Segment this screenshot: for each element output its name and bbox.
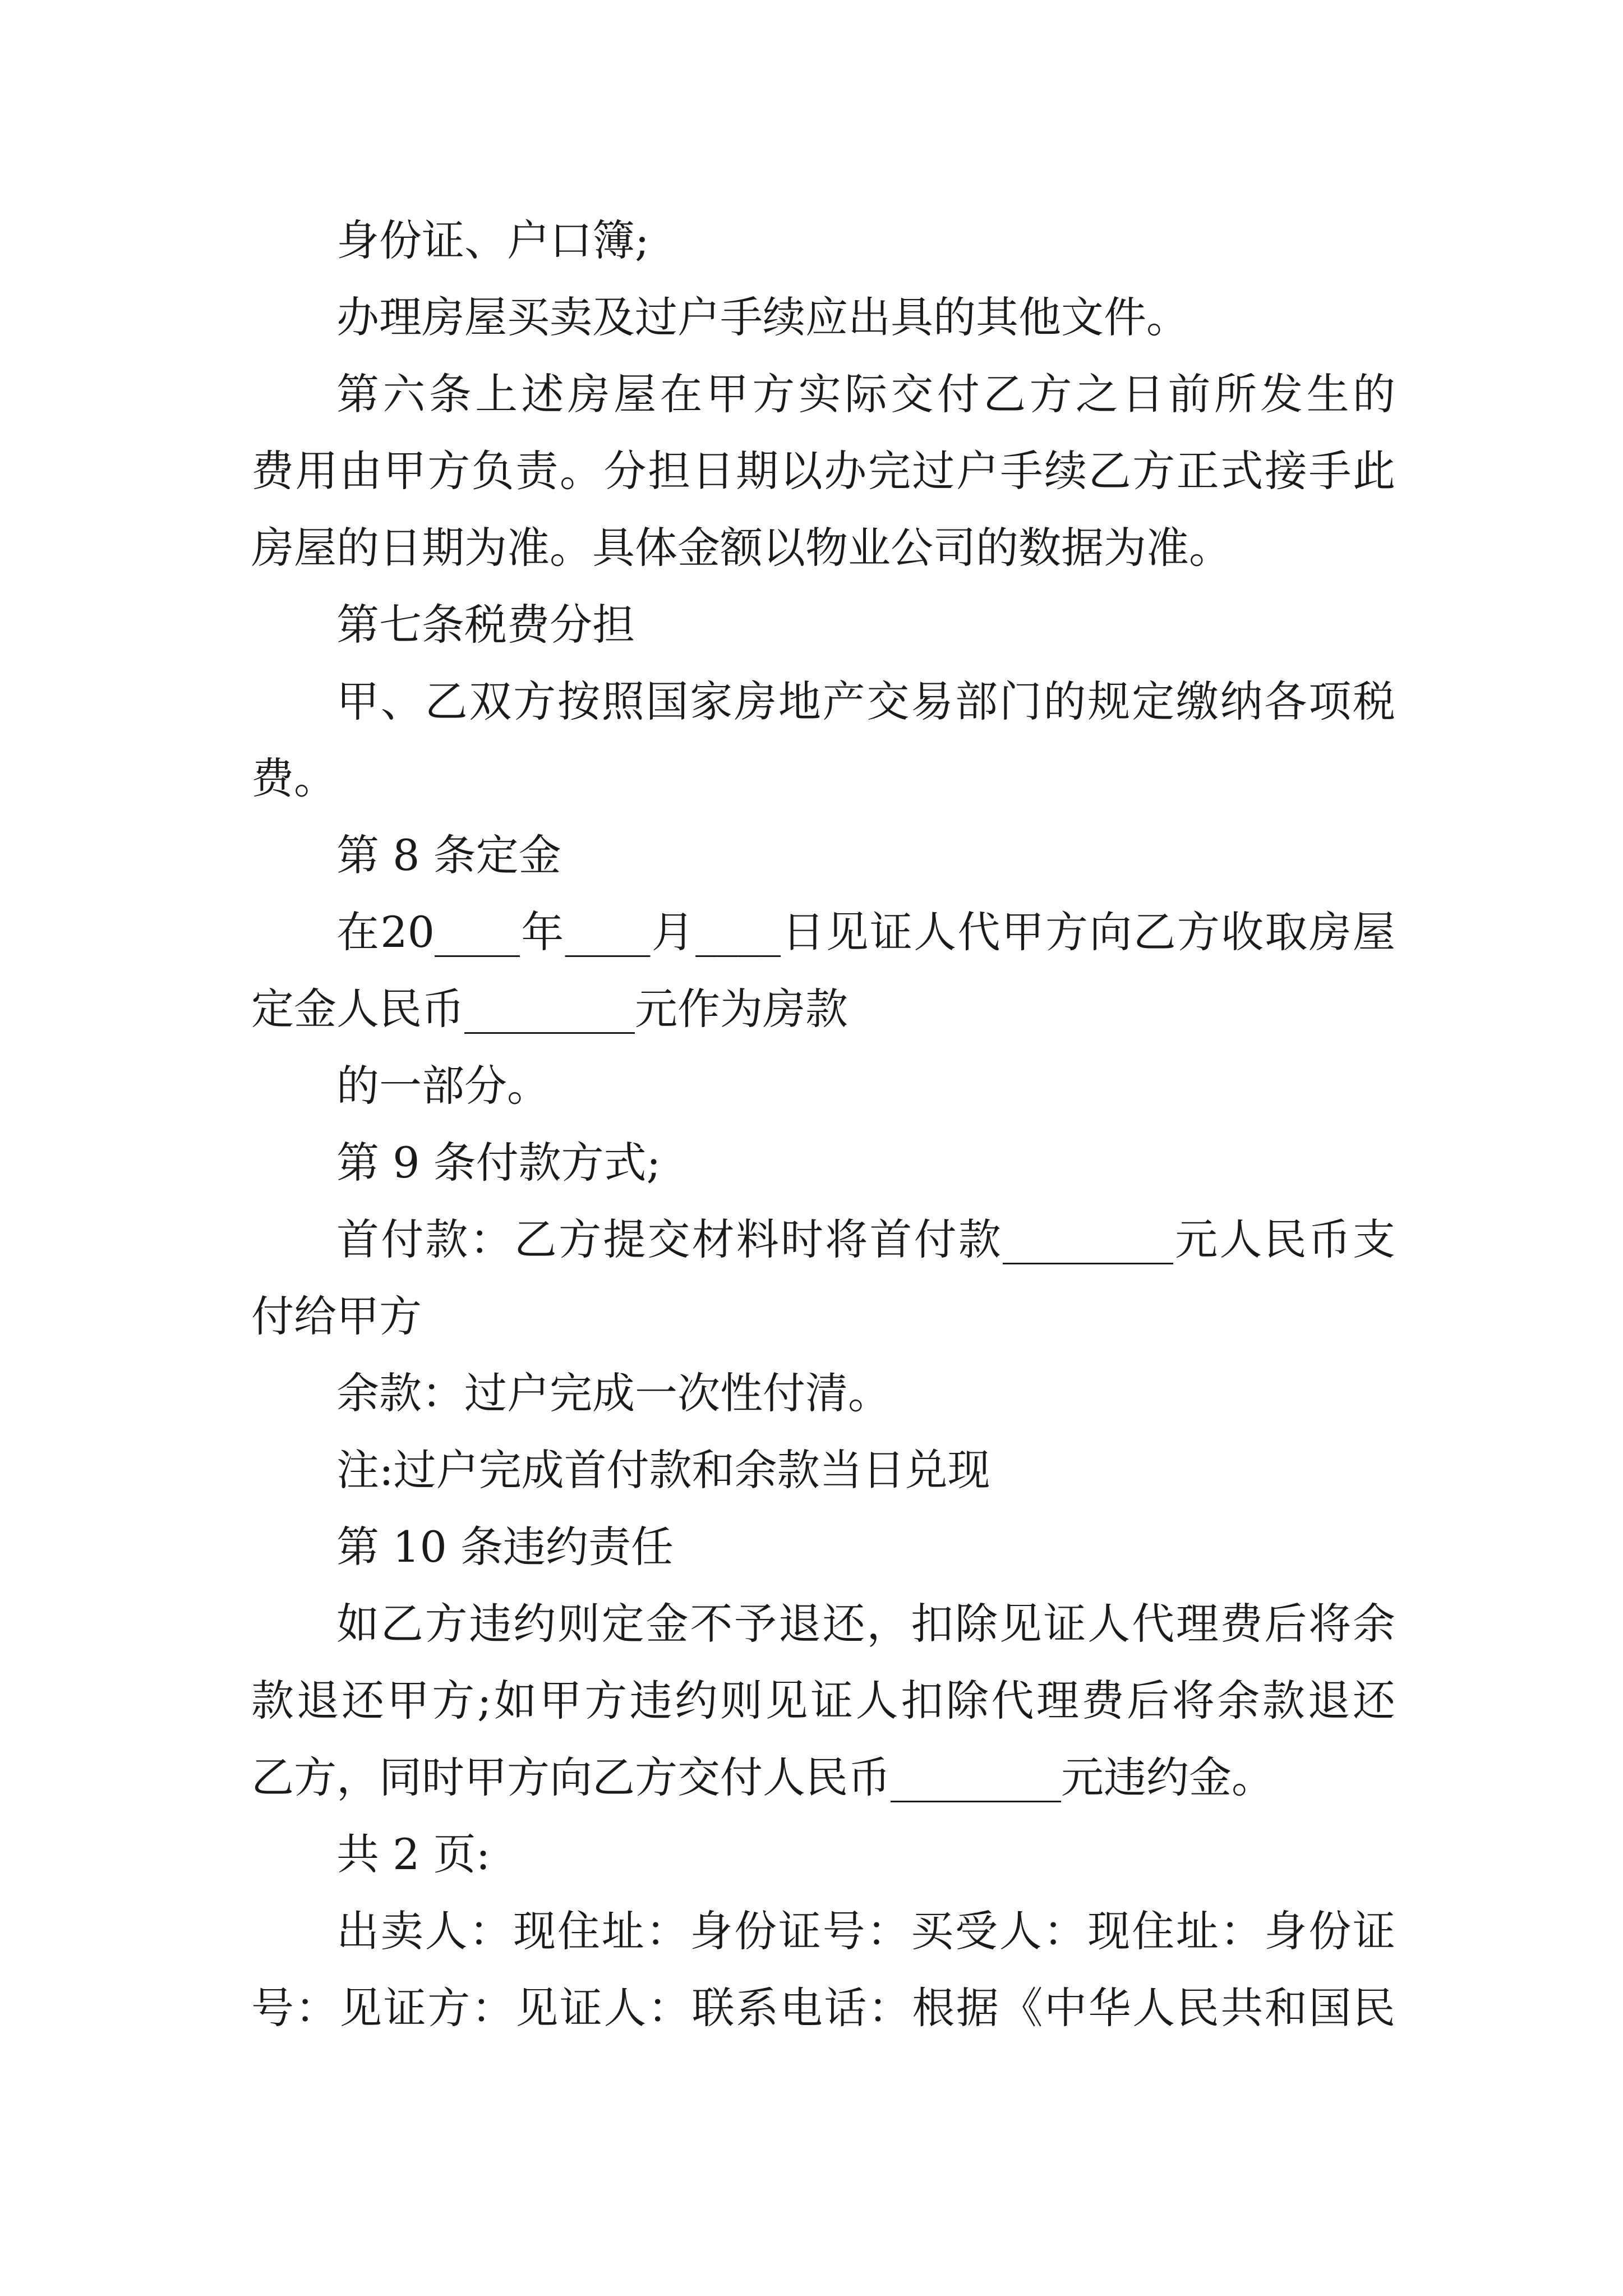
text-line: 如乙方违约则定金不予退还，扣除见证人代理费后将余 xyxy=(336,1599,1395,1649)
text-line: 出卖人：现住址：身份证号：买受人：现住址：身份证 xyxy=(336,1906,1395,1956)
text-line: 第六条上述房屋在甲方实际交付乙方之日前所发生的 xyxy=(336,369,1395,419)
text-line: 付给甲方 xyxy=(251,1291,422,1341)
text-line: 房屋的日期为准。具体金额以物业公司的数据为准。 xyxy=(251,523,1232,573)
section-heading: 第 8 条定金 xyxy=(336,830,561,880)
text-line: 在20____年____月____日见证人代甲方向乙方收取房屋 xyxy=(336,907,1395,957)
text-line: 身份证、户口簿; xyxy=(336,215,649,265)
section-heading: 第七条税费分担 xyxy=(336,600,635,650)
text-line: 定金人民币________元作为房款 xyxy=(251,984,848,1034)
text-line: 甲、乙双方按照国家房地产交易部门的规定缴纳各项税 xyxy=(336,677,1395,726)
page-count: 共 2 页: xyxy=(336,1829,491,1879)
text-line: 注:过户完成首付款和余款当日兑现 xyxy=(336,1445,990,1495)
text-line: 乙方，同时甲方向乙方交付人民币________元违约金。 xyxy=(251,1752,1274,1802)
text-line: 的一部分。 xyxy=(336,1061,550,1111)
text-line: 费用由甲方负责。分担日期以办完过户手续乙方正式接手此 xyxy=(251,446,1395,496)
section-heading: 第 10 条违约责任 xyxy=(336,1522,674,1572)
text-line: 费。 xyxy=(251,753,336,803)
section-heading: 第 9 条付款方式; xyxy=(336,1138,661,1188)
text-line: 号：见证方：见证人：联系电话：根据《中华人民共和国民 xyxy=(251,1983,1395,2033)
text-line: 款退还甲方;如甲方违约则见证人扣除代理费后将余款退还 xyxy=(251,1676,1395,1726)
text-line: 首付款：乙方提交材料时将首付款________元人民币支 xyxy=(336,1214,1395,1264)
text-line: 办理房屋买卖及过户手续应出具的其他文件。 xyxy=(336,292,1189,342)
document-body xyxy=(251,202,1395,2046)
text-line: 余款：过户完成一次性付清。 xyxy=(336,1368,891,1418)
